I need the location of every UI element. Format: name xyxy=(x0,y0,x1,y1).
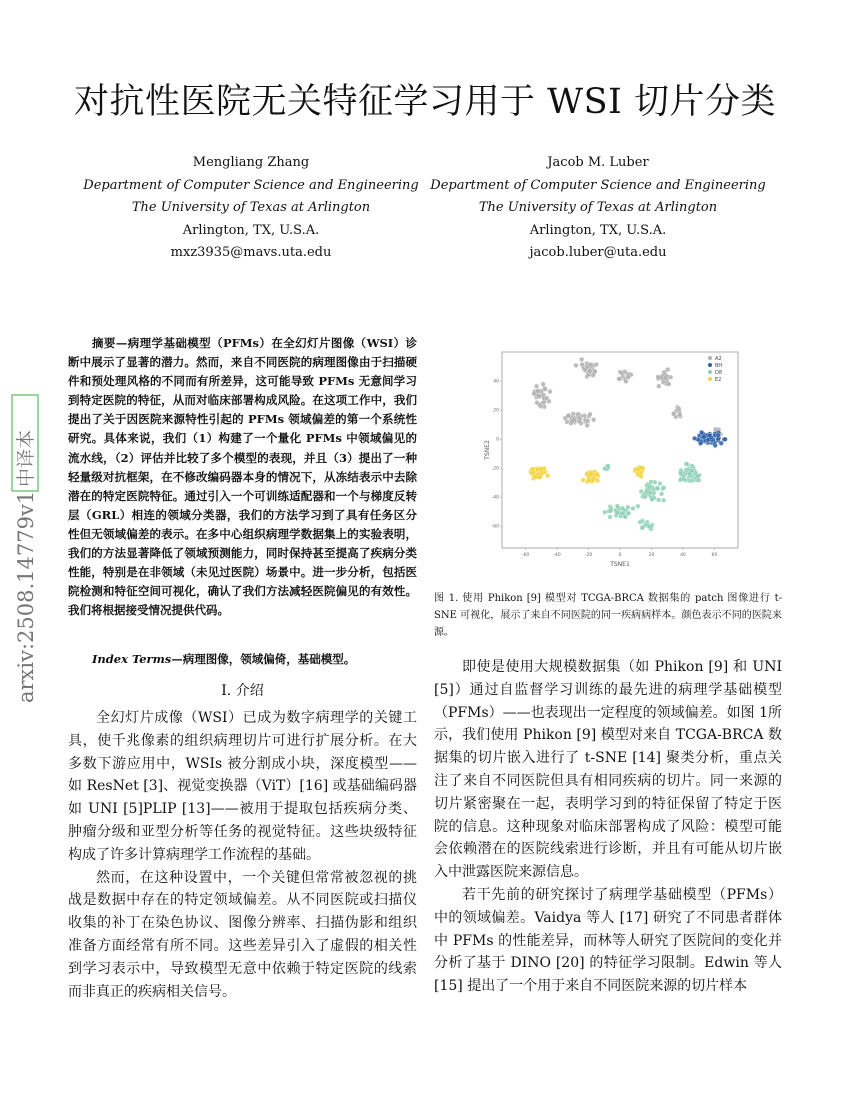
author-email[interactable]: mxz3935@mavs.uta.edu xyxy=(170,245,332,261)
scatter-point-bh xyxy=(719,441,724,446)
y-tick-label: -60 xyxy=(491,524,499,530)
scatter-point-d8 xyxy=(608,515,613,520)
scatter-point-bh xyxy=(699,430,704,435)
scatter-point-d8 xyxy=(647,524,652,529)
scatter-point-e2 xyxy=(635,467,640,472)
scatter-point-a2 xyxy=(534,384,539,389)
y-tick-label: 0 xyxy=(496,437,499,443)
scatter-point-a2 xyxy=(548,389,553,394)
scatter-point-d8 xyxy=(658,481,663,486)
scatter-point-d8 xyxy=(636,504,641,509)
arxiv-watermark[interactable] xyxy=(14,393,40,703)
scatter-point-a2 xyxy=(579,357,584,362)
scatter-point-d8 xyxy=(659,492,664,497)
scatter-point-a2 xyxy=(588,362,593,367)
paragraph: 即使是使用大规模数据集（如 Phikon [9] 和 UNI [5]）通过自监督学习训练的最先进的病理学基础模型（PFMs）——也表现出一定程度的领域偏差。如图 1所示，我们使用 Phikon [9] 模型对来自 TCGA-BRCA 数据集的切片嵌入进行了 t-SNE [14] 聚类分析，重点关注了来自不同医院但具有相同疾病的切片。同一来源的切片紧密聚在一起，表明学习到的特征保留了特定于医院的信息。这种现象对临床部署构成了风险：模型可能会依赖潜在的医院线索进行诊断，并且有可能从切片嵌入中泄露医院来源信息。 xyxy=(434,659,783,881)
arxiv-id: arxiv:2508.14779v1 xyxy=(14,490,38,703)
scatter-point-d8 xyxy=(693,470,698,475)
author-email[interactable]: jacob.luber@uta.edu xyxy=(529,245,667,261)
scatter-point-a2 xyxy=(671,412,676,417)
author-location: Arlington, TX, U.S.A. xyxy=(529,222,667,238)
left-column-body xyxy=(68,707,417,1003)
x-tick-label: 40 xyxy=(680,553,686,558)
scatter-point-a2 xyxy=(542,400,547,405)
author-location: Arlington, TX, U.S.A. xyxy=(182,222,320,238)
scatter-point-a2 xyxy=(572,418,577,423)
tsne-figure xyxy=(482,348,744,574)
scatter-point-a2 xyxy=(677,412,682,417)
scatter-point-a2 xyxy=(544,396,549,401)
translation-badge: 中译本 xyxy=(15,429,37,487)
tsne-scatter-plot xyxy=(482,348,744,574)
scatter-point-a2 xyxy=(656,375,661,380)
scatter-point-d8 xyxy=(615,504,620,509)
scatter-point-d8 xyxy=(690,478,695,483)
author-block-2 xyxy=(428,152,768,265)
x-tick-label: 20 xyxy=(648,553,655,558)
scatter-point-bh xyxy=(713,443,718,448)
legend-marker xyxy=(708,356,712,360)
scatter-point-bh xyxy=(723,437,728,442)
scatter-point-e2 xyxy=(589,471,594,476)
scatter-point-d8 xyxy=(643,495,648,500)
author-name: Jacob M. Luber xyxy=(547,155,649,170)
scatter-point-d8 xyxy=(684,462,689,467)
index-terms-text: —病理图像，领域偏倚，基础模型。 xyxy=(171,652,356,666)
scatter-point-a2 xyxy=(591,417,596,422)
scatter-point-d8 xyxy=(689,468,694,473)
scatter-point-e2 xyxy=(639,474,644,479)
abstract-text: 摘要—病理学基础模型（PFMs）在全幻灯片图像（WSI）诊断中展示了显著的潜力。然而，来自不同医院的病理图像由于扫描硬件和预处理风格的不同而有所差异，这可能导致 PFMs 无意间学习到特定医院的特征，从而对临床部署构成风险。在这项工作中，我们提出了关于因医院来源特性引起的 PFMs 领域偏差的第一个系统性研究。具体来说，我们（1）构建了一个量化 PFMs 中领域偏见的流水线，（2）评估并比较了多个模型的表现，并且（3）提出了一种轻量级对抗框架，在不修改编码器本身的情况下，从冻结表示中去除潜在的特定医院特征。通过引入一个可训练适配器和一个与梯度反转层（GRL）相连的领域分类器，我们的方法学习到了具有任务区分性但无领域偏差的表示。在多中心组织病理学数据集上的实验表明，我们的方法显著降低了领域预测能力，同时保持甚至提高了疾病分类性能，特别是在非领域（未见过医院）场景中。进一步分析，包括医院检测和特征空间可视化，确认了我们方法减轻医院偏见的有效性。我们将根据接受情况提供代码。 xyxy=(68,336,417,618)
scatter-point-bh xyxy=(716,433,721,438)
scatter-point-a2 xyxy=(543,387,548,392)
scatter-point-d8 xyxy=(631,506,636,511)
scatter-point-a2 xyxy=(532,391,537,396)
scatter-point-d8 xyxy=(615,510,620,515)
legend-label: A2 xyxy=(715,355,722,362)
scatter-point-d8 xyxy=(620,506,625,511)
scatter-point-a2 xyxy=(577,419,582,424)
index-terms xyxy=(68,650,417,669)
scatter-point-a2 xyxy=(663,376,668,381)
legend-label: BH xyxy=(715,362,723,369)
index-terms-label: Index Terms xyxy=(92,652,172,666)
scatter-point-d8 xyxy=(655,486,660,491)
scatter-point-e2 xyxy=(581,478,586,483)
scatter-point-a2 xyxy=(574,363,579,368)
scatter-point-d8 xyxy=(623,515,628,520)
scatter-point-d8 xyxy=(653,480,658,485)
scatter-point-d8 xyxy=(656,498,661,503)
scatter-point-d8 xyxy=(602,510,607,515)
scatter-point-e2 xyxy=(531,470,536,475)
plot-frame xyxy=(502,352,738,548)
figure-caption: 图 1. 使用 Phikon [9] 模型对 TCGA-BRCA 数据集的 patch 图像进行 t-SNE 可视化，展示了来自不同医院的同一疾病病样本。颜色表示不同的医院来源。 xyxy=(434,593,782,638)
scatter-point-a2 xyxy=(563,416,568,421)
y-tick-label: -20 xyxy=(491,466,499,472)
scatter-point-e2 xyxy=(595,472,600,477)
scatter-point-d8 xyxy=(640,519,645,524)
right-column-body xyxy=(434,656,782,998)
scatter-point-a2 xyxy=(591,373,596,378)
scatter-point-e2 xyxy=(539,467,544,472)
scatter-point-d8 xyxy=(626,511,631,516)
legend-marker xyxy=(708,370,712,374)
scatter-point-a2 xyxy=(536,389,541,394)
scatter-point-a2 xyxy=(586,419,591,424)
author-department: Department of Computer Science and Engineering xyxy=(83,177,419,193)
legend-label: E2 xyxy=(715,376,722,383)
scatter-point-a2 xyxy=(594,362,599,367)
paragraph: 全幻灯片成像（WSI）已成为数字病理学的关键工具，使千兆像素的组织病理切片可进行扩展分析。在大多数下游应用中，WSIs 被分割成小块，深度模型——如 ResNet [3]、视觉变换器（ViT）[16] 或基础编码器如 UNI [5]PLIP [13]——被用于提取包括疾病分类、肿瘤分级和亚型分析等任务的视觉特征。这些块级特征构成了许多计算病理学工作流程的基础。 xyxy=(68,710,417,863)
scatter-point-a2 xyxy=(626,375,631,380)
x-tick-label: 60 xyxy=(711,553,718,558)
x-tick-label: 0 xyxy=(618,553,622,558)
scatter-point-bh xyxy=(702,435,707,440)
scatter-point-d8 xyxy=(606,464,611,469)
x-tick-label: -60 xyxy=(521,553,530,558)
author-university: The University of Texas at Arlington xyxy=(131,200,371,216)
author-block-1 xyxy=(81,152,421,265)
scatter-point-a2 xyxy=(657,384,662,389)
scatter-point-bh xyxy=(698,441,703,446)
legend-label: D8 xyxy=(715,369,723,376)
scatter-point-a2 xyxy=(541,382,546,387)
scatter-point-d8 xyxy=(608,509,613,514)
scatter-point-a2 xyxy=(535,400,540,405)
scatter-point-d8 xyxy=(678,471,683,476)
scatter-point-a2 xyxy=(588,412,593,417)
scatter-point-a2 xyxy=(623,369,628,374)
abstract xyxy=(68,334,417,620)
y-axis-label: TSNE2 xyxy=(484,440,491,460)
legend-marker xyxy=(708,377,712,381)
scatter-point-e2 xyxy=(533,475,538,480)
scatter-point-a2 xyxy=(617,377,622,382)
y-tick-label: -40 xyxy=(491,495,499,501)
paragraph: 然而，在这种设置中，一个关键但常常被忽视的挑战是数据中存在的特定领域偏差。从不同医院或扫描仪收集的补丁在染色协议、图像分辨率、扫描伪影和组织准备方面经常有所不同。这些差异引入了虚假的相关性到学习表示中，导致模型无意中依赖于特定医院的线索而非真正的疾病相关信号。 xyxy=(68,869,417,1000)
author-name: Mengliang Zhang xyxy=(192,155,310,170)
y-tick-label: 20 xyxy=(493,408,499,414)
x-tick-label: -40 xyxy=(553,553,561,558)
scatter-point-d8 xyxy=(697,478,702,483)
scatter-point-a2 xyxy=(585,423,590,428)
paragraph: 若干先前的研究探讨了病理学基础模型（PFMs）中的领域偏差。Vaidya 等人 [17] 研究了不同患者群体中 PFMs 的性能差异，而林等人研究了医院间的变化并分析了基于 DINO [20] 的特征学习限制。Edwin 等人 [15] 提出了一个用于来自不同医院来源的切片样本 xyxy=(434,886,782,995)
scatter-point-d8 xyxy=(661,485,666,490)
author-department: Department of Computer Science and Engineering xyxy=(430,177,766,193)
x-tick-label: -20 xyxy=(584,553,593,558)
legend-marker xyxy=(708,363,712,367)
scatter-point-e2 xyxy=(587,478,592,483)
scatter-point-d8 xyxy=(650,497,655,502)
scatter-point-e2 xyxy=(595,478,600,483)
scatter-point-a2 xyxy=(537,394,542,399)
scatter-point-d8 xyxy=(661,498,666,503)
section-heading: I. 介绍 xyxy=(221,683,264,699)
scatter-point-a2 xyxy=(668,375,673,380)
scatter-point-a2 xyxy=(677,407,682,412)
paper-title: 对抗性医院无关特征学习用于 WSI 切片分类 xyxy=(73,82,777,122)
scatter-point-bh xyxy=(692,436,697,441)
scatter-point-bh xyxy=(708,433,713,438)
scatter-point-a2 xyxy=(588,369,593,374)
x-axis-label: TSNE1 xyxy=(610,561,630,568)
author-university: The University of Texas at Arlington xyxy=(478,200,718,216)
y-tick-label: 40 xyxy=(493,379,499,385)
scatter-point-a2 xyxy=(624,379,629,384)
scatter-point-a2 xyxy=(583,368,588,373)
scatter-point-e2 xyxy=(545,473,550,478)
scatter-point-a2 xyxy=(667,382,672,387)
